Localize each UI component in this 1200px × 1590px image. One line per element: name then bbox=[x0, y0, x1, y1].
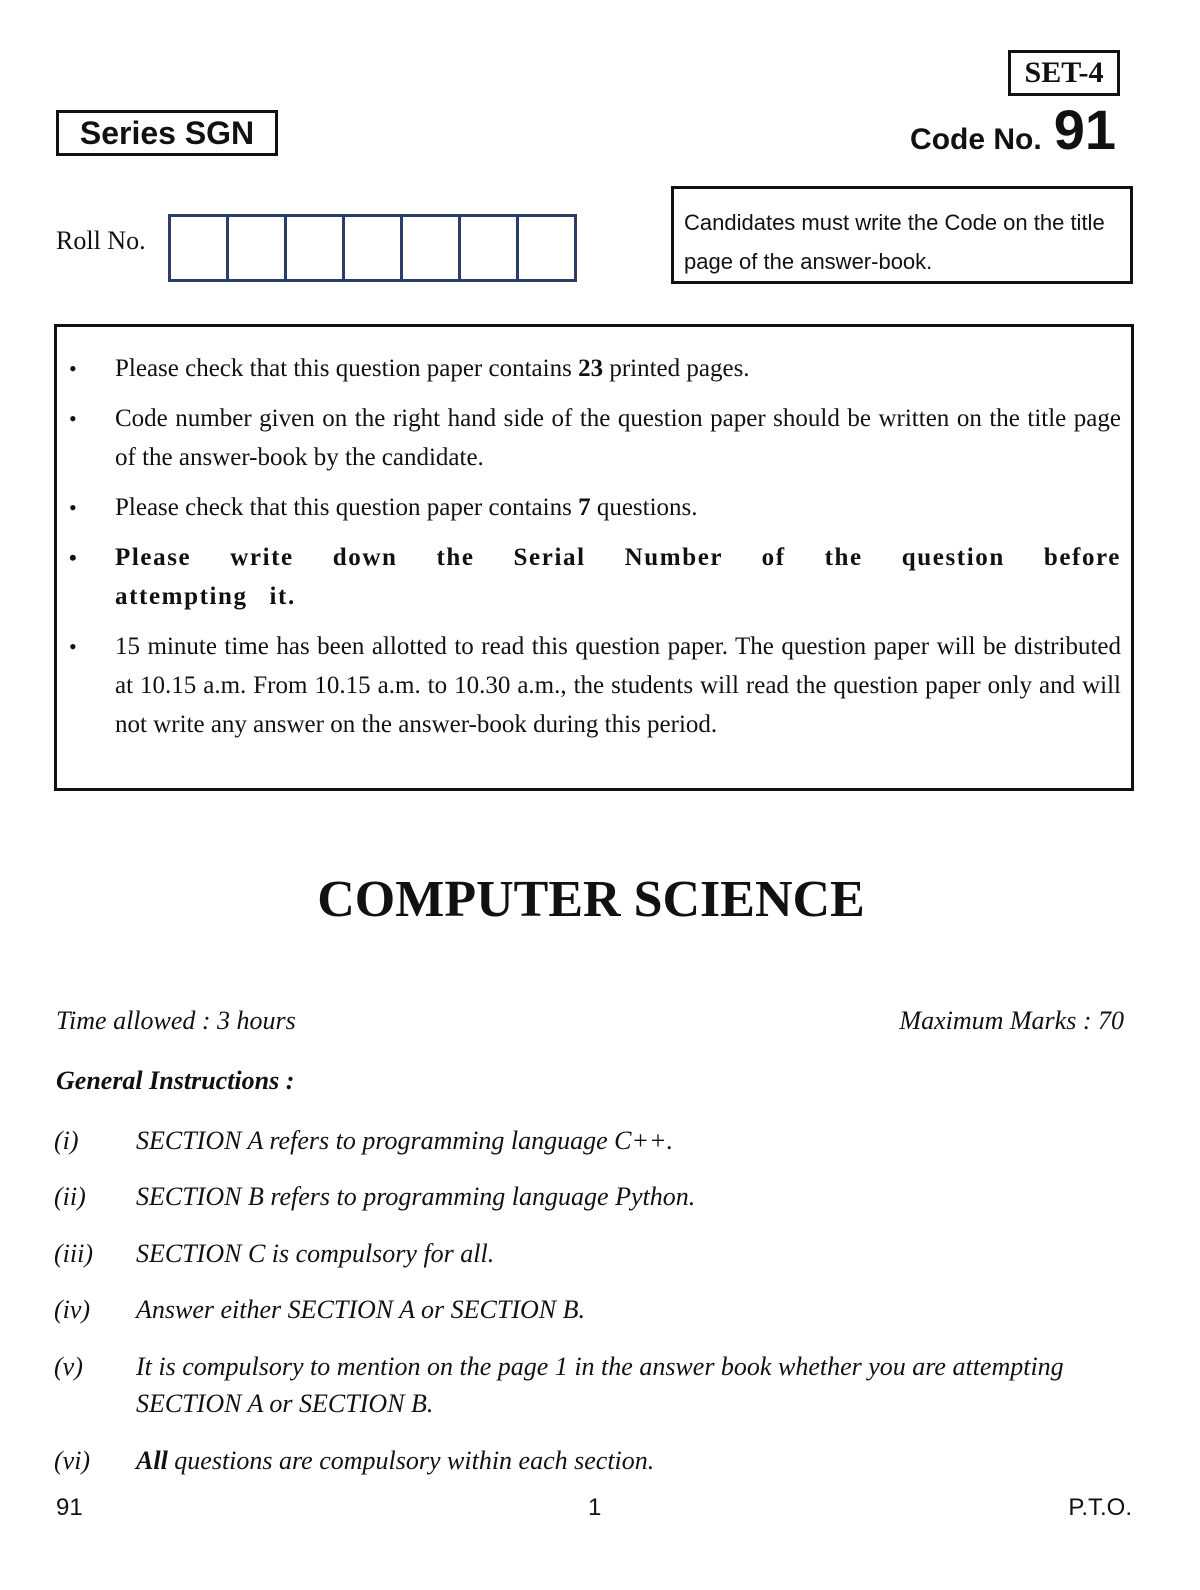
instruction-item: • 15 minute time has been allotted to read this question paper. The question paper will be distributed at 10.15 a.m. From 10.15 a.m. to 10.30 a.m., the students will read the question paper only and will not write any answer on the answer-book during this period. bbox=[67, 627, 1121, 744]
item-number: (i) bbox=[54, 1126, 79, 1155]
roll-number-label: Roll No. bbox=[56, 226, 146, 255]
item-text: All questions are compulsory within each section. bbox=[136, 1446, 655, 1475]
roll-number-cell[interactable] bbox=[287, 217, 345, 279]
roll-number-boxes bbox=[168, 214, 577, 282]
general-instruction-item bbox=[54, 1235, 1094, 1272]
series-label: Series SGN bbox=[56, 110, 278, 156]
maximum-marks: Maximum Marks : 70 bbox=[899, 1006, 1124, 1035]
item-number: (ii) bbox=[54, 1182, 86, 1211]
item-number: (vi) bbox=[54, 1446, 91, 1475]
set-label: SET-4 bbox=[1008, 50, 1120, 96]
candidate-code-note: Candidates must write the Code on the title page of the answer-book. bbox=[671, 186, 1133, 284]
roll-number-cell[interactable] bbox=[345, 217, 403, 279]
item-number: (iv) bbox=[54, 1295, 91, 1324]
roll-number-cell[interactable] bbox=[403, 217, 461, 279]
general-instructions-heading: General Instructions : bbox=[56, 1066, 295, 1095]
roll-number-cell[interactable] bbox=[171, 217, 229, 279]
roll-number-cell[interactable] bbox=[461, 217, 519, 279]
item-text: Answer either SECTION A or SECTION B. bbox=[136, 1295, 586, 1324]
item-number: (iii) bbox=[54, 1239, 93, 1268]
page-title: COMPUTER SCIENCE bbox=[317, 871, 865, 928]
general-instruction-item bbox=[54, 1442, 1094, 1479]
footer-code: 91 bbox=[56, 1494, 83, 1521]
instruction-item: • Please check that this question paper contains 7 questions. bbox=[67, 488, 1121, 527]
instructions-box bbox=[54, 324, 1134, 791]
item-text: SECTION C is compulsory for all. bbox=[136, 1239, 495, 1268]
code-label: Code No. bbox=[910, 123, 1042, 156]
code-number: 91 bbox=[1053, 98, 1116, 161]
page-number: 1 bbox=[588, 1494, 602, 1521]
item-text: It is compulsory to mention on the page 1 in the answer book whether you are attempting SECTION A or SECTION B. bbox=[136, 1352, 1064, 1418]
code-number-line bbox=[910, 100, 1116, 160]
pto-label: P.T.O. bbox=[1068, 1494, 1132, 1521]
roll-number-cell[interactable] bbox=[519, 217, 577, 279]
general-instruction-item bbox=[54, 1348, 1074, 1422]
general-instruction-item bbox=[54, 1122, 1094, 1159]
general-instruction-item bbox=[54, 1291, 1094, 1328]
general-instruction-item bbox=[54, 1178, 1094, 1215]
instruction-item: • Code number given on the right hand side of the question paper should be written on the title page of the answer-book by the candidate. bbox=[67, 399, 1121, 477]
instruction-item: • Please check that this question paper contains 23 printed pages. bbox=[67, 349, 1121, 388]
item-text: SECTION A refers to programming language C++. bbox=[136, 1126, 674, 1155]
roll-number-cell[interactable] bbox=[229, 217, 287, 279]
instruction-item: • Please write down the Serial Number of the question before attempting it. bbox=[67, 538, 1121, 616]
item-number: (v) bbox=[54, 1352, 83, 1381]
item-text: SECTION B refers to programming language Python. bbox=[136, 1182, 696, 1211]
time-allowed: Time allowed : 3 hours bbox=[56, 1006, 296, 1035]
